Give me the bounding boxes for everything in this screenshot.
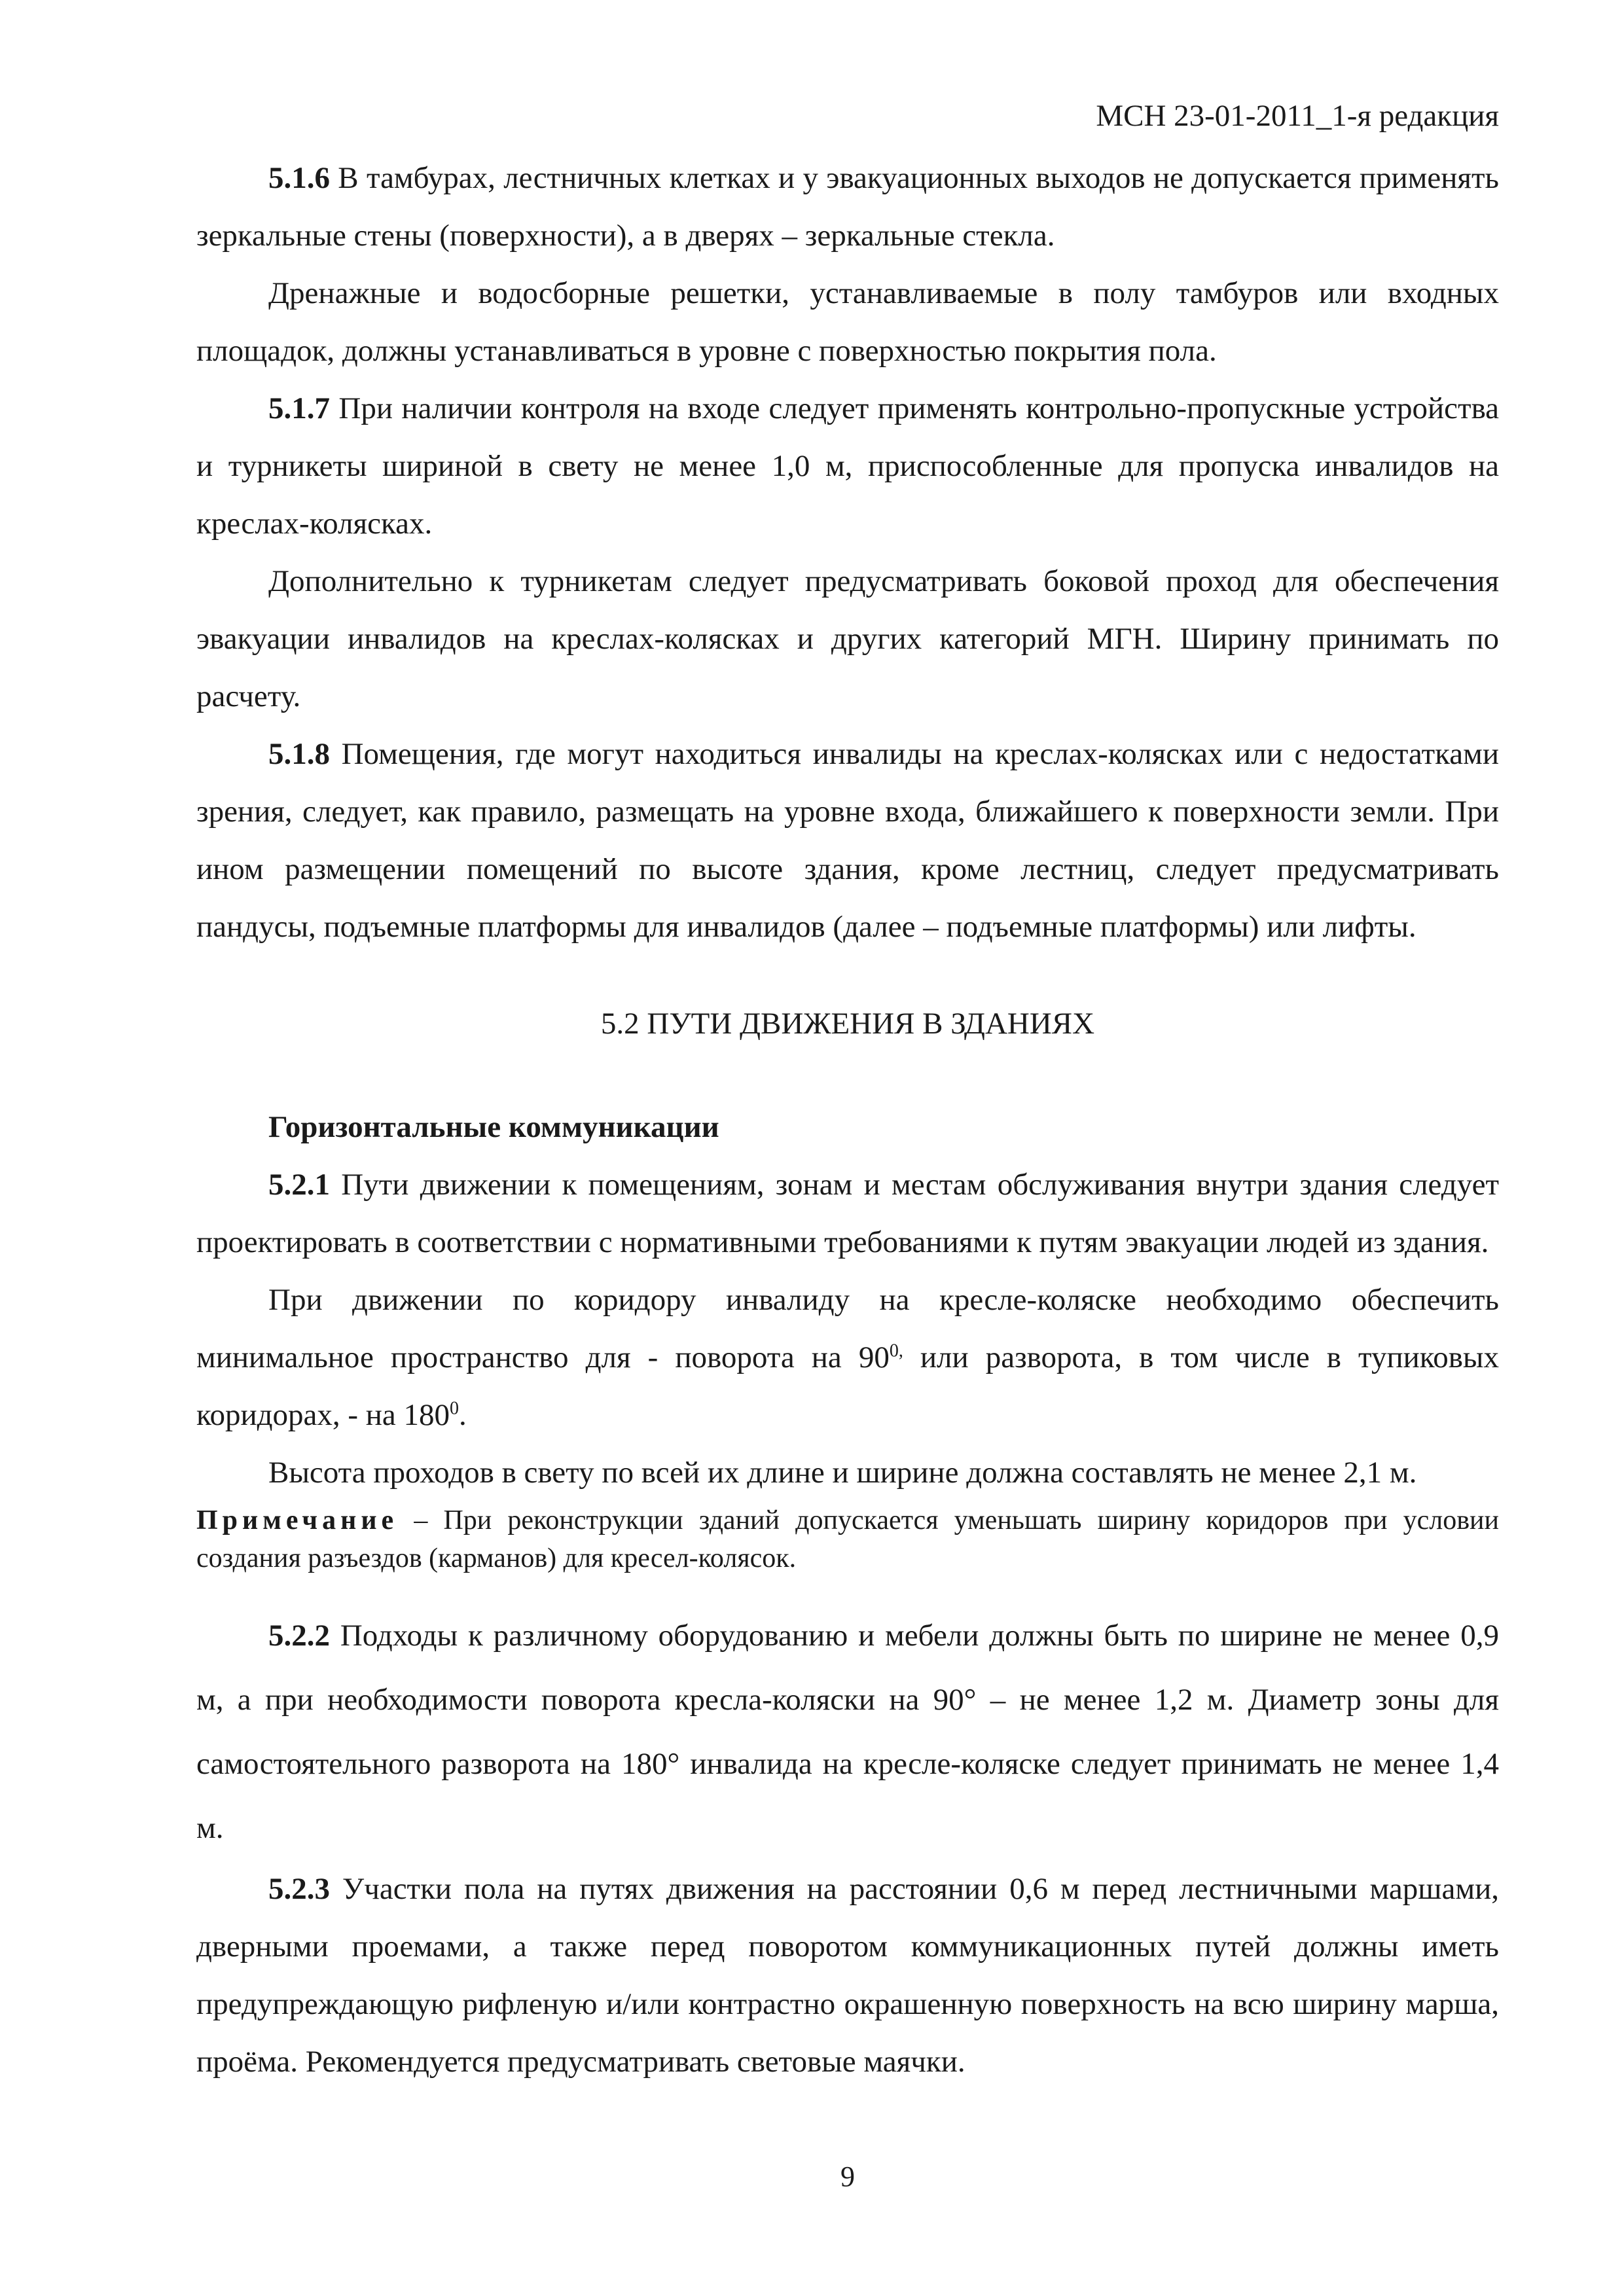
- section-title-5-2: 5.2 ПУТИ ДВИЖЕНИЯ В ЗДАНИЯХ: [600, 1007, 1095, 1041]
- clause-text: Подходы к различному оборудованию и мебели должны быть по ширине не менее 0,9 м, а при необходимости поворота кресла-коляски на 90° – не менее 1,2 м. Диаметр зоны для самостоятельного разворота на 180° инвалида на кресле-коляске следует принимать не менее 1,4 м.: [196, 1619, 1499, 1845]
- clause-5-2-1: [196, 1156, 1499, 1271]
- superscript-degree: 0: [450, 1398, 460, 1419]
- clause-5-2-2: [196, 1604, 1499, 1860]
- superscript-degree: 0,: [889, 1340, 903, 1361]
- clause-number: 5.2.2: [268, 1619, 330, 1653]
- paragraph-corridor-turning: [196, 1271, 1499, 1444]
- clause-text: Пути движении к помещениям, зонам и местам обслуживания внутри здания следует проектировать в соответствии с нормативными требованиями к путям эвакуации людей из здания.: [196, 1168, 1499, 1259]
- note-block: [196, 1501, 1499, 1577]
- page-number: 9: [840, 2161, 855, 2193]
- clause-number: 5.2.3: [268, 1872, 330, 1906]
- clause-5-1-7: [196, 380, 1499, 552]
- clause-number: 5.1.6: [268, 161, 330, 195]
- clause-5-1-6: [196, 149, 1499, 264]
- clause-5-1-8: [196, 725, 1499, 956]
- document-body: [196, 149, 1499, 2090]
- clause-number: 5.1.7: [268, 391, 330, 425]
- document-code-header: МСН 23-01-2011_1-я редакция: [1096, 99, 1499, 133]
- clause-number: 5.2.1: [268, 1168, 330, 1202]
- text-part: .: [459, 1398, 467, 1432]
- paragraph-passage-height: Высота проходов в свету по всей их длине и ширине должна составлять не менее 2,1 м.: [268, 1456, 1417, 1490]
- subheading-horizontal-communications: Горизонтальные коммуникации: [268, 1110, 719, 1144]
- clause-text: Участки пола на путях движения на расстоянии 0,6 м перед лестничными маршами, дверными проемами, а также перед поворотом коммуникационных путей должны иметь предупреждающую рифленую и/или контрастно окрашенную поверхность на всю ширину марша, проёма. Рекомендуется предусматривать световые маячки.: [196, 1872, 1499, 2079]
- text-part: или разворота, в том числе в тупиковых коридорах, - на 180: [196, 1340, 1499, 1432]
- clause-5-2-3: [196, 1860, 1499, 2090]
- paragraph-drainage-grates: Дренажные и водосборные решетки, устанавливаемые в полу тамбуров или входных площадок, должны устанавливаться в уровне с поверхностью покрытия пола.: [196, 276, 1499, 368]
- paragraph-side-passage: Дополнительно к турникетам следует предусматривать боковой проход для обеспечения эвакуации инвалидов на креслах-колясках и других категорий МГН. Ширину принимать по расчету.: [196, 564, 1499, 713]
- note-text: – При реконструкции зданий допускается уменьшать ширину коридоров при условии создания разъездов (карманов) для кресел-колясок.: [196, 1505, 1499, 1573]
- document-page: [196, 0, 1499, 2296]
- note-label: Примечание: [196, 1505, 399, 1535]
- text-part: При движении по коридору инвалиду на кресле-коляске необходимо обеспечить минимальное пространство для - поворота на 90: [196, 1283, 1499, 1374]
- clause-text: При наличии контроля на входе следует применять контрольно-пропускные устройства и турникеты шириной в свету не менее 1,0 м, приспособленные для пропуска инвалидов на креслах-колясках.: [196, 391, 1499, 541]
- clause-number: 5.1.8: [268, 737, 330, 771]
- clause-text: Помещения, где могут находиться инвалиды на креслах-колясках или с недостатками зрения, следует, как правило, размещать на уровне входа, ближайшего к поверхности земли. При ином размещении помещений по высоте здания, кроме лестниц, следует предусматривать пандусы, подъемные платформы для инвалидов (далее – подъемные платформы) или лифты.: [196, 737, 1499, 944]
- clause-text: В тамбурах, лестничных клетках и у эвакуационных выходов не допускается применять зеркальные стены (поверхности), а в дверях – зеркальные стекла.: [196, 161, 1499, 253]
